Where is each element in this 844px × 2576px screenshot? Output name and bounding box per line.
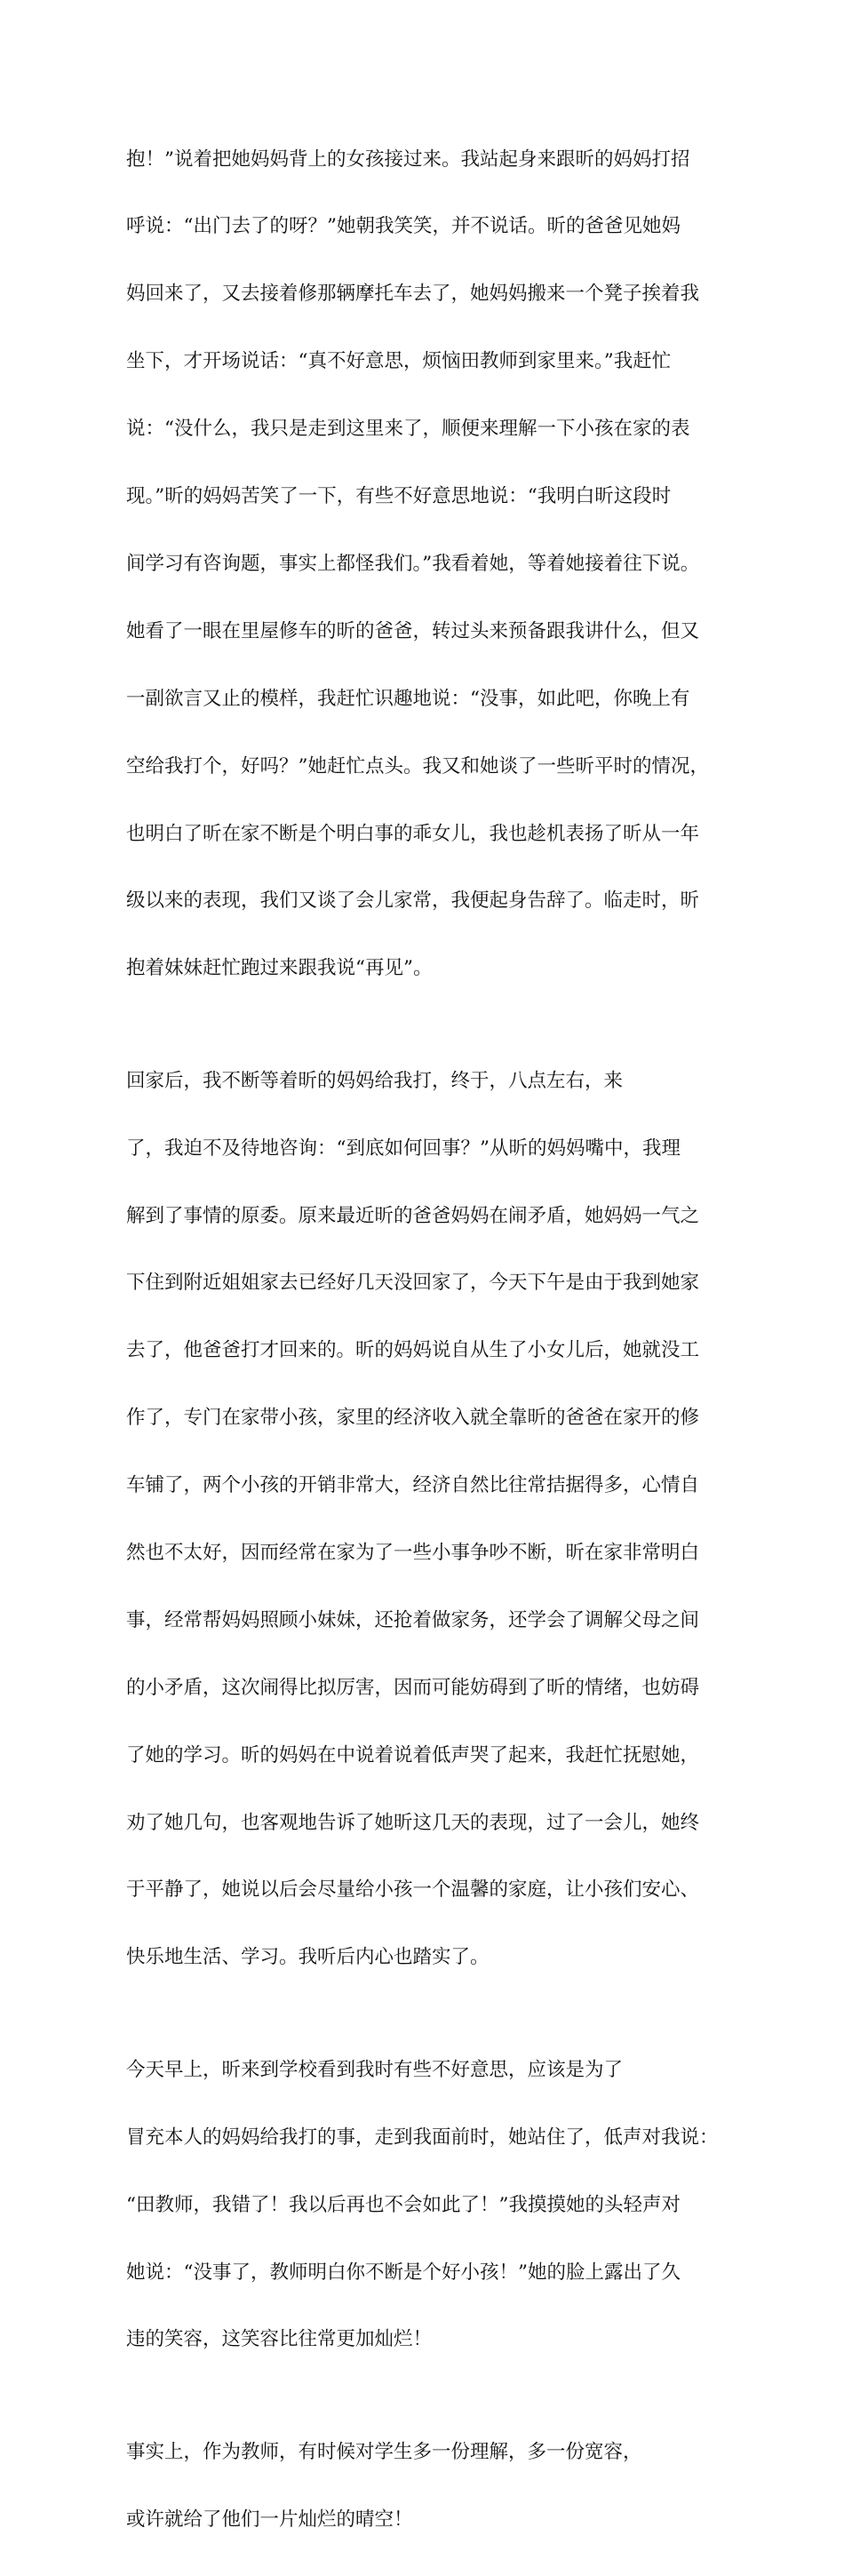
text-line: 今天早上，昕来到学校看到我时有些不好意思，应该是为了 (126, 2058, 624, 2081)
text-line: 于平静了，她说以后会尽量给小孩一个温馨的家庭，让小孩们安心、 (126, 1878, 700, 1902)
text-line: 抱着妹妹赶忙跑过来跟我说“再见”。 (126, 957, 433, 980)
text-line: 事，经常帮妈妈照顾小妹妹，还抢着做家务，还学会了调解父母之间 (126, 1608, 700, 1631)
text-line: 呼说：“出门去了的呀？”她朝我笑笑，并不说话。昕的爸爸见她妈 (126, 215, 681, 238)
article-body (126, 103, 732, 2576)
text-line: 事实上，作为教师，有时候对学生多一份理解，多一份宽容， (126, 2440, 642, 2463)
text-line: 的小矛盾，这次闹得比拟厉害，因而可能妨碍到了昕的情绪，也妨碍 (126, 1676, 700, 1699)
text-line: 车铺了，两个小孩的开销非常大，经济自然比往常拮据得多，心情自 (126, 1474, 700, 1497)
text-line: 坐下，才开场说话：“真不好意思，烦恼田教师到家里来。”我赶忙 (126, 350, 672, 373)
text-line: 妈回来了，又去接着修那辆摩托车去了，她妈妈搬来一个凳子挨着我 (126, 283, 700, 306)
text-line: 空给我打个，好吗？”她赶忙点头。我又和她谈了一些昕平时的情况， (126, 754, 709, 778)
text-line: 下住到附近姐姐家去已经好几天没回家了，今天下午是由于我到她家 (126, 1272, 700, 1295)
text-line: 作了，专门在家带小孩，家里的经济收入就全靠昕的爸爸在家开的修 (126, 1407, 700, 1430)
text-line: 了她的学习。昕的妈妈在中说着说着低声哭了起来，我赶忙抚慰她， (126, 1743, 700, 1767)
text-line: 也明白了昕在家不断是个明白事的乖女儿，我也趁机表扬了昕从一年 (126, 822, 700, 845)
text-line: 现。”昕的妈妈苦笑了一下，有些不好意思地说：“我明白昕这段时 (126, 485, 672, 508)
text-line: 回家后，我不断等着昕的妈妈给我打，终于，八点左右，来 (126, 1069, 624, 1092)
paragraph-visit-end (126, 103, 732, 1025)
paragraph-phone-call (126, 1025, 732, 2014)
text-line: “田教师，我错了！我以后再也不会如此了！”我摸摸她的头轻声对 (126, 2193, 681, 2216)
text-line: 抱！”说着把她妈妈背上的女孩接过来。我站起身来跟昕的妈妈打招 (126, 148, 690, 171)
text-line: 解到了事情的原委。原来最近昕的爸爸妈妈在闹矛盾，她妈妈一气之 (126, 1204, 700, 1227)
text-line: 了，我迫不及待地咨询：“到底如何回事？”从昕的妈妈嘴中，我理 (126, 1136, 681, 1160)
text-line: 劝了她几句，也客观地告诉了她昕这几天的表现，过了一会儿，她终 (126, 1811, 700, 1834)
text-line: 级以来的表现，我们又谈了会儿家常，我便起身告辞了。临走时，昕 (126, 889, 700, 913)
text-line: 快乐地生活、学习。我听后内心也踏实了。 (126, 1946, 490, 1969)
text-line: 去了，他爸爸打才回来的。昕的妈妈说自从生了小女儿后，她就没工 (126, 1339, 700, 1362)
paragraph-next-morning (126, 2014, 732, 2396)
text-line: 她看了一眼在里屋修车的昕的爸爸，转过头来预备跟我讲什么，但又 (126, 619, 700, 642)
text-line: 违的笑容，这笑容比往常更加灿烂！ (126, 2328, 433, 2351)
text-line: 然也不太好，因而经常在家为了一些小事争吵不断，昕在家非常明白 (126, 1542, 700, 1564)
text-line: 间学习有咨询题，事实上都怪我们。”我看着她，等着她接着往下说。 (126, 552, 700, 575)
text-line: 一副欲言又止的模样，我赶忙识趣地说：“没事，如此吧，你晚上有 (126, 687, 690, 710)
paragraph-conclusion (126, 2396, 732, 2575)
text-line: 或许就给了他们一片灿烂的晴空！ (126, 2508, 413, 2531)
text-line: 冒充本人的妈妈给我打的事，走到我面前时，她站住了，低声对我说： (126, 2125, 719, 2149)
text-line: 说：“没什么，我只是走到这里来了，顺便来理解一下小孩在家的表 (126, 418, 690, 441)
text-line: 她说：“没事了，教师明白你不断是个好小孩！”她的脸上露出了久 (126, 2261, 681, 2284)
